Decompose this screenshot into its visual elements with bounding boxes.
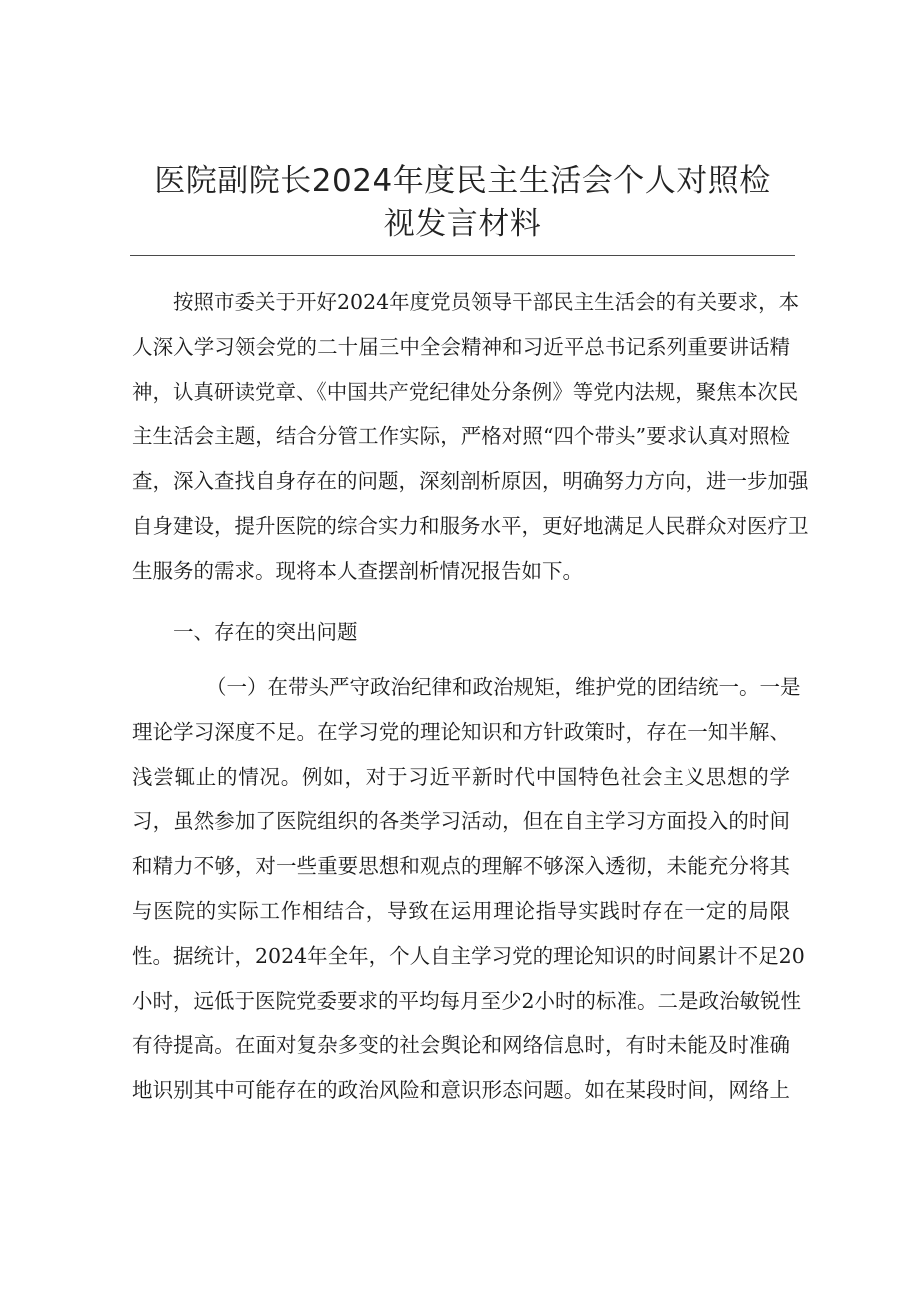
- text-line: 小时，远低于医院党委要求的平均每月至少2小时的标准。二是政治敏锐性: [132, 988, 802, 1013]
- title-divider: [130, 255, 795, 256]
- text-line: 人深入学习领会党的二十届三中全会精神和习近平总书记系列重要讲话精: [132, 334, 790, 359]
- section-paragraph: [132, 665, 805, 1113]
- text-line: 主生活会主题，结合分管工作实际，严格对照“四个带头”要求认真对照检: [132, 424, 790, 449]
- intro-paragraph: [132, 280, 809, 594]
- text-line: 查，深入查找自身存在的问题，深刻剖析原因，明确努力方向，进一步加强: [132, 469, 809, 494]
- title-line-2: 视发言材料: [383, 206, 542, 242]
- text-line: （一）在带头严守政治纪律和政治规矩，维护党的团结统一。一是: [206, 675, 801, 699]
- text-line: 神，认真研读党章、《中国共产党纪律处分条例》等党内法规，聚焦本次民: [132, 379, 799, 404]
- text-line: 自身建设，提升医院的综合实力和服务水平，更好地满足人民群众对医疗卫: [132, 513, 809, 538]
- section-heading-text: 一、存在的突出问题: [173, 620, 358, 644]
- text-line: 与医院的实际工作相结合，导致在运用理论指导实践时存在一定的局限: [132, 898, 790, 923]
- text-line: 生服务的需求。现将本人查摆剖析情况报告如下。: [132, 558, 583, 583]
- text-line: 有待提高。在面对复杂多变的社会舆论和网络信息时，有时未能及时准确: [132, 1033, 790, 1058]
- section-heading: [132, 610, 790, 655]
- text-line: 习，虽然参加了医院组织的各类学习活动，但在自主学习方面投入的时间: [132, 809, 790, 834]
- title-line-1: 医院副院长2024年度民主生活会个人对照检: [154, 163, 771, 199]
- document-title: [130, 160, 795, 246]
- text-line: 浅尝辄止的情况。例如，对于习近平新时代中国特色社会主义思想的学: [132, 764, 790, 789]
- text-line: 地识别其中可能存在的政治风险和意识形态问题。如在某段时间，网络上: [132, 1078, 790, 1103]
- text-line: 性。据统计，2024年全年，个人自主学习党的理论知识的时间累计不足20: [132, 943, 805, 968]
- text-line: 按照市委关于开好2024年度党员领导干部民主生活会的有关要求，本: [173, 290, 800, 314]
- text-line: 和精力不够，对一些重要思想和观点的理解不够深入透彻，未能充分将其: [132, 854, 790, 879]
- text-line: 理论学习深度不足。在学习党的理论知识和方针政策时，存在一知半解、: [132, 719, 790, 744]
